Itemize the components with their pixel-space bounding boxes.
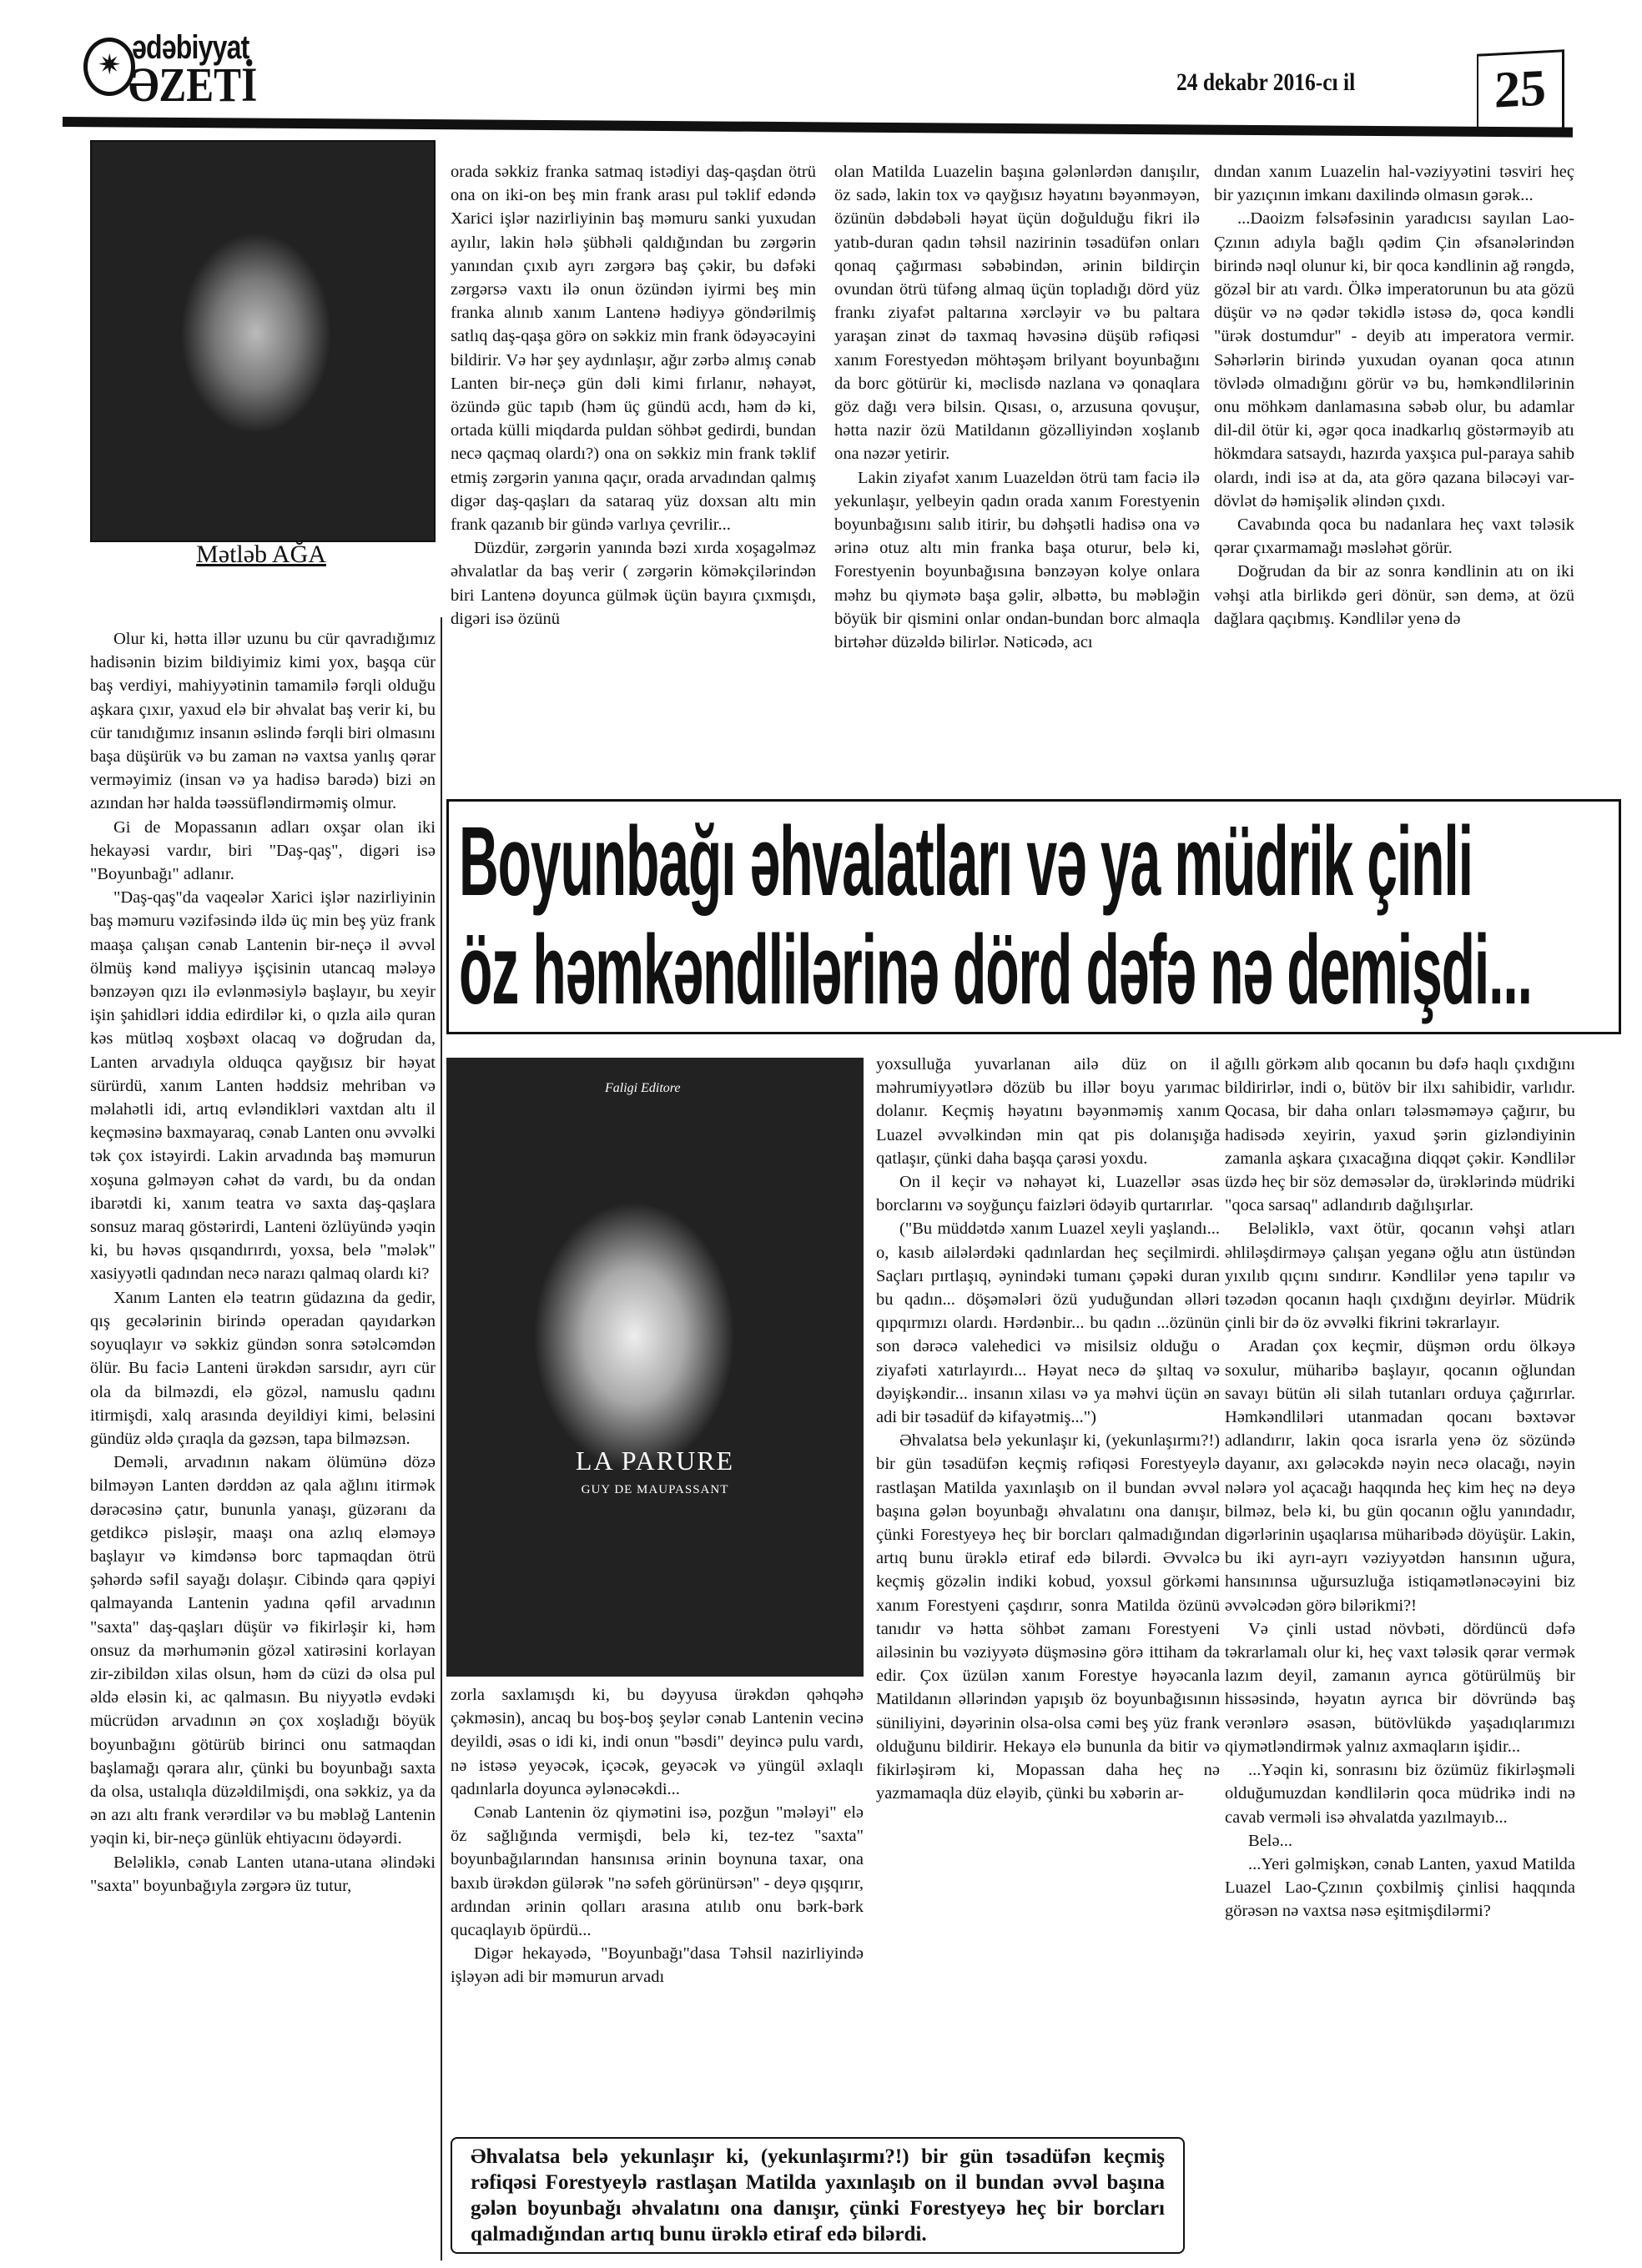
article-column-2-bottom [451, 1683, 864, 2105]
emblem-icon [83, 38, 135, 96]
book-cover-image [446, 1058, 864, 1677]
paragraph: Düzdür, zərgərin yanında bəzi xırda xoşagəlməz əhvalatlar da baş verir ( zərgərin köməkçilərindən biri Lantenə doyunca gülmək üçün bayıra çıxmışdı, digəri isə özünü [451, 539, 816, 628]
article-column-4-top [1214, 160, 1574, 761]
paragraph: Və çinli ustad növbəti, dördüncü dəfə təkrarlamalı olur ki, heç vaxt tələsik qərar vermək lazım deyil, zamanın ayrıca götürülmüş bir hissəsində, həyatın ayrıca bir dövründə baş verənlərə əsasən, bütövlükdə yaşadıqlarımızı qiymətləndirmək yalnız axmaqların işidir... [1225, 1619, 1575, 1756]
issue-date: 24 dekabr 2016-cı il [1176, 68, 1356, 96]
article-headline [446, 799, 1621, 1034]
paragraph: Beləliklə, cənab Lanten utana-utana əlindəki "saxta" boyunbağıyla zərgərə üz tutur, [90, 1853, 436, 1895]
paragraph: Deməli, arvadının nakam ölümünə dözə bilməyən Lanten dərddən az qala ağlını itirmək dərəcəsinə çatır, bununla yanaşı, güzəranı da getdikcə pisləşir, maaşı ona azlıq eləməyə başlayır və kimdənsə borc tapmaqdan ötrü şəhərdə səfil sayağı dolaşır. Cibində qara qəpiyi qalmayanda Lantenin yadına qəfil arvadının "saxta" daş-qaşları düşür və fikirləşir ki, həm onsuz da mərhumənin gözəl xatirəsini korlayan zir-zibildən xilas olsun, həm də cüzi də olsa pul əldə eləsin ki, ac qalmasın. Bu niyyətlə evdəki mücrüdən arvadının ən çox xoşladığı böyük boyunbağını götürüb birinci onu satmaqdan başlamağı qərara alır, çünki bu boyunbağı saxta da olsa, ustalıqla düzəldilmişdi, ona səkkiz, ya da ən azı altı frank verərdilər və bu məbləğ Lantenin yəqin ki, bir-neçə günlük ehtiyacını ödəyərdi. [90, 1453, 436, 1848]
paragraph: Aradan çox keçmir, düşmən ordu ölkəyə soxulur, müharibə başlayır, qocanın oğlundan savayı bütün əli silah tutanları orduya çağırırlar. Həmkəndliləri utanmadan qocanı bəxtəvər adlandırır, lakin qoca israrla yenə öz sözündə dayanır, axı gələcəkdə nəyin necə olacağı, nəyin nələrə yol açacağı haqqında heç kim heç nə deyə bilməz, belə ki, bu gün qocanın oğlu yanındadır, digərlərinin uşaqlarısa müharibədə döyüşür. Lakin, bu iki ayrı-ayrı vəziyyətdən hansının uğura, hansınınsa uğursuzluğa istiqamətlənəcəyini biz əvvəlcədən görə bilərikmi?! [1225, 1337, 1575, 1615]
book-title: LA PARURE [575, 1446, 735, 1476]
header-rule [63, 117, 1573, 138]
paragraph: zorla saxlamışdı ki, bu dəyyusa ürəkdən qəhqəhə çəkməsin), ancaq bu boş-boş şeylər cənab Lantenin vecinə deyildi, əsas o idi ki, indi onun "bəsdi" deyincə pulu vardı, nə istəsə yeyəcək, içəcək, geyəcək və yüngül əxlaqlı qadınlarla doyunca əylənəcəkdi... [451, 1686, 864, 1798]
headline-line-2: öz həmkəndlilərinə dörd dəfə nə demişdi... [459, 915, 1532, 1025]
paragraph: ("Bu müddətdə xanım Luazel xeyli yaşlandı... o, kasıb ailələrdəki qadınlardan heç seçilmirdi. Saçları pırtlaşıq, əynindəki tumanı çəpəki duran bu qadın... döşəmələri özü yuduğundan əlləri qıpqırmızı olardı. Hərdənbir... bu qadın ...özünün son dərəcə valehedici və misilsiz olduğu o ziyafəti xatırlayırdı... Həyat necə də şıltaq və dəyişkəndir... insanın xilası və ya məhvi üçün ən adi bir təsadüf də kifayətmiş...") [876, 1219, 1220, 1427]
paragraph: ...Yəqin ki, sonrasını biz özümüz fikirləşməli olduğumuzdan kəndlilərin qoca müdrikə indi nə cavab verməli isə əhvalatda yazılmayıb... [1225, 1761, 1575, 1827]
paragraph: ...Daoizm fəlsəfəsinin yaradıcısı sayılan Lao-Çzının adıyla bağlı qədim Çin əfsanələrindən birində nəql olunur ki, bir qoca kəndlinin ağ rəngdə, gözəl bir atı vardı. Ölkə imperatorunun bu ata gözü düşür və nə qədər təkidlə istəsə də, qoca kəndli "ürək dostumdur" - deyib atı imperatora vermir. Səhərlərin birində yuxudan oyanan qoca atının tövlədə olmadığını görür və bu, həmkəndlilərinin onu möhkəm danlamasına səbəb olur, bu adamlar dil-dil ötür ki, əgər qoca inadkarlıq göstərməyib atı hökmdara satsaydı, hazırda yaxşıca pul-paraya sahib olardı, indi isə at da, ata görə qazana biləcəyi var-dövlət də həmişəlik əlindən çıxdı. [1214, 209, 1574, 510]
paragraph: yoxsulluğa yuvarlanan ailə düz on il məhrumiyyətlərə dözüb bu illər boyu yarımac dolanır. Keçmiş həyatını bəyənməmiş xanım Luazel əvvəlkindən min qat pis dolanışığa qatlaşır, çünki daha başqa çarəsi yoxdu. [876, 1055, 1220, 1168]
paragraph: On il keçir və nəhayət ki, Luazellər əsas borclarını və soyğunçu faizləri ödəyib qurtarırlar. [876, 1173, 1220, 1215]
article-column-3-top [834, 160, 1200, 761]
paragraph: Cənab Lantenin öz qiymətini isə, pozğun "mələyi" elə öz sağlığında vermişdi, belə ki, tez-tez "saxta" boyunbağılarından hansınısa ərinin boynuna taxar, ona baxıb ürəkdən gülərək "nə səfeh görünürsən" - deyə qışqırır, ardından ərinin qolları arasına atılıb onu bərk-bərk qucaqlayıb öpürdü... [451, 1803, 864, 1940]
paragraph: "Daş-qaş"da vaqeələr Xarici işlər nazirliyinin baş məmuru vəzifəsində ildə üç min beş yüz frank maaşa çalışan cənab Lantenin bir-neçə il əvvəl ölmüş kənd maliyyə işçisinin utancaq mələyə bənzəyən qızı ilə evlənməsiylə başlayır, bu xeyir işin şahidləri iddia edirdilər ki, o qızla ailə quran kəs mütləq xoşbəxt olacaq və doğrudan da, Lanten arvadıyla olduqca qayğısız bir həyat sürürdü, xanım Lanten həddsiz mehriban və məlahətli idi, artıq evləndikləri vaxtdan altı il keçməsinə baxmayaraq, cənab Lanten onu əvvəlki tək çox istəyirdi. Lakin arvadında baş məmurun xoşuna gəlməyən cəhət də vardı, bu da ondan ibarətdi ki, xanım teatra və saxta daş-qaşlara sonsuz maraq göstərirdi, Lanteni özlüyündə yəqin ki, bu həvəs qısqandırırdı, yoxsa, belə "mələk" xasiyyətli qadından necə narazı qalmaq olardı ki? [90, 888, 436, 1284]
paragraph: Əhvalatsa belə yekunlaşır ki, (yekunlaşırmı?!) bir gün təsadüfən keçmiş rəfiqəsi Forestyeylə rastlaşan Matilda yaxınlaşıb on il bundan əvvəl başına gələn boyunbağı əhvalatını ona danışır, çünki Forestyeyə heç bir borcları qalmadığından artıq bunu ürəklə etiraf edə bilərdi. Əvvəlcə keçmiş gözəlin indiki kobud, yoxsul görkəmi xanım Forestyeni çaşdırır, sonra Matilda özünü tanıdır və hətta söhbət zamanı Forestyeni ailəsinin bu vəziyyətə düşməsinə görə ittiham da edir. Çox üzülən xanım Forestye həyəcanla Matildanın əllərindən yapışıb öz boyunbağısının süniliyini, dəyərinin olsa-olsa cəmi beş yüz frank olduğunu bildirir. Hekayə elə bununla da bitir və fikirləşirəm ki, Mopassan daha heç nə yazmamaqla düz eləyib, çünki bu xəbərin ar- [876, 1431, 1220, 1803]
paragraph: ...Yeri gəlmişkən, cənab Lanten, yaxud Matilda Luazel Lao-Çzının çoxbilmiş çinlisi haqqında görəsən nə vaxtsa nəsə eşitmişdilərmi? [1225, 1854, 1575, 1921]
masthead-line2: ƏZETİ [128, 58, 258, 112]
paragraph: Beləliklə, vaxt ötür, qocanın vəhşi atları əhliləşdirməyə çalışan yeganə oğlu atın üstündən yıxılıb qıçını sındırır. Kəndlilər yenə tapılır və təzədən qocanın haqlı çıxdığını deyirlər. Müdrik çinli bir də öz əvvəlki fikrini təkrarlayır. [1225, 1219, 1575, 1333]
book-publisher: Faligi Editore [605, 1081, 681, 1095]
paragraph: olan Matilda Luazelin başına gələnlərdən danışılır, öz sadə, lakin tox və qayğısız həyatını bəyənməyən, özünün dəbdəbəli həyat üçün doğulduğu fikri ilə yatıb-duran qadın təhsil nazirinin təsadüfən onları qonaq çağırması səbəbindən, ərinin bildirçin ovundan ötrü tüfəng almaq üçün topladığı dörd yüz frankı ziyafət paltarına xərcləyir və bu paltara yaraşan zinət də taxmaq həvəsinə düşüb rəfiqəsi xanım Forestyedən möhtəşəm brilyant boyunbağını da borc götürür ki, məclisdə nazlana və qonaqlara göz dağı verə bilsin. Qısası, o, arzusuna qovuşur, hətta nazir özü Matildanın gözəlliyindən xoşlanıb ona nəzər yetirir. [834, 163, 1200, 464]
paragraph: Olur ki, hətta illər uzunu bu cür qavradığımız hadisənin bizim bildiyimiz kimi yox, başqa cür baş verdiyi, mahiyyətinin tamamilə fərqli olduğu aşkara çıxır, yaxud elə bir əhvalat baş verir ki, bu cür tanıdığımız insanın əslində fərqli biri olmasını başa düşürük və bu zaman nə vaxtsa yanlış qərar verməyimiz (insan və ya hadisə barədə) bizi ən azından hər halda təəssüfləndirməmiş olmur. [90, 630, 436, 813]
page-number: 25 [1477, 49, 1564, 134]
paragraph: Digər hekayədə, "Boyunbağı"dasa Təhsil nazirliyində işləyən adi bir məmurun arvadı [451, 1944, 864, 1987]
author-photo [90, 140, 436, 542]
column-divider [441, 617, 442, 2260]
article-column-3-bottom [876, 1053, 1220, 2058]
paragraph: Lakin ziyafət xanım Luazeldən ötrü tam faciə ilə yekunlaşır, yelbeyin qadın orada xanım Forestyenin boyunbağısını salıb itirir, bu dəhşətli hadisə ona və ərinə otuz altı min franka başa oturur, belə ki, Forestyenin boyunbağısına bənzəyən kolye onlara məhz bu qiymətə başa gəlir, əlbəttə, bu məbləğin böyük bir qismini onlar ondan-bundan borc almaqla birtəhər düzəldə bilirlər. Nəticədə, acı [834, 468, 1200, 652]
masthead-line1: ədəbiyyat [132, 29, 249, 66]
paragraph: orada səkkiz franka satmaq istədiyi daş-qaşdan ötrü ona on iki-on beş min frank arası pul təklif edəndə Xarici işlər nazirliyinin baş məmuru sanki yuxudan ayılır, lakin hələ şübhəli qaldığından bu zərgərin yanından çıxıb ayrı zərgərə baş çəkir, bu dəfəki zərgərsə vaxtı ilə onun özündən iyirmi beş min franka alınıb xanım Lantenə hədiyyə göndərilmiş satlıq daş-qaşa görə on səkkiz min frank ödəyəcəyini bildirir. Və hər şey aydınlaşır, ağır zərbə almış cənab Lanten bir-neçə gün dəli kimi fırlanır, nəhayət, özündə güc tapıb (həm üç gündü acdı, həm də ki, ortada külli miqdarda puldan söhbət gedirdi, bundan necə qaçmaq olardı?) ona on səkkiz min frank təklif etmiş zərgərin yanına qaçır, orada arvadından qalmış digər daş-qaşları da sataraq yüz doxsan altı min frank qazanıb bir gündə varlıya çevrilir... [451, 163, 816, 535]
article-column-2-top [451, 160, 816, 761]
paragraph: Xanım Lanten elə teatrın güdazına da gedir, qış gecələrinin birində operadan qayıdarkən soyuqlayır və səkkiz gündən sonra sətəlcəmdən ölür. Bu faciə Lanteni ürəkdən sarsıdır, ayrı cür ola da bilməzdi, elə gözəl, namuslu qadını itirmişdi, xalq arasında deyildiyi kimi, beləsini gündüz əldə çıraqla da gəzsən, tapa bilməzsən. [90, 1288, 436, 1448]
author-caption: Mətləb AĞA [196, 541, 326, 568]
pull-quote: Əhvalatsa belə yekunlaşır ki, (yekunlaşırmı?!) bir gün təsadüfən keçmiş rəfiqəsi Forestyeylə rastlaşan Matilda yaxınlaşıb on il bundan əvvəl başına gələn boyunbağı əhvalatını ona danışır, çünki Forestyeyə heç bir borcları qalmadığından artıq bunu ürəklə etiraf edə bilərdi. [451, 2137, 1185, 2254]
article-column-4-bottom [1225, 1053, 1575, 2137]
newspaper-masthead [83, 29, 359, 112]
article-column-1 [90, 627, 436, 2262]
paragraph: Belə... [1248, 1831, 1292, 1850]
paragraph: Gi de Mopassanın adları oxşar olan iki hekayəsi vardır, biri "Daş-qaş", digəri isə "Boyunbağı" adlanır. [90, 817, 436, 884]
paragraph: Doğrudan da bir az sonra kəndlinin atı on iki vəhşi atla birlikdə geri dönür, sən demə, at özü dağlara qaçıbmış. Kəndlilər yenə də [1214, 562, 1574, 628]
paragraph: Cavabında qoca bu nadanlara heç vaxt tələsik qərar çıxarmamağı məsləhət görür. [1214, 515, 1574, 558]
paragraph: dından xanım Luazelin hal-vəziyyətini təsviri heç bir yazıçının imkanı daxilində olmasın gərək... [1214, 163, 1574, 205]
paragraph: ağıllı görkəm alıb qocanın bu dəfə haqlı çıxdığını bildirirlər, indi o, bütöv bir ilxı sahibidir, varlıdır. Qocasa, bir daha onları tələsməməyə çağırır, bu hadisədə xeyirin, yaxud şərin gizləndiyinin zamanla aşkara çıxacağına diqqət çəkir. Kəndlilər üzdə heç bir söz deməsələr də, ürəklərində müdriki "qoca sarsaq" adlandırıb dağılışırlar. [1225, 1055, 1575, 1215]
headline-line-1: Boyunbağı əhvalatları və ya müdrik çinli [459, 807, 1473, 917]
book-author: GUY DE MAUPASSANT [581, 1483, 729, 1496]
